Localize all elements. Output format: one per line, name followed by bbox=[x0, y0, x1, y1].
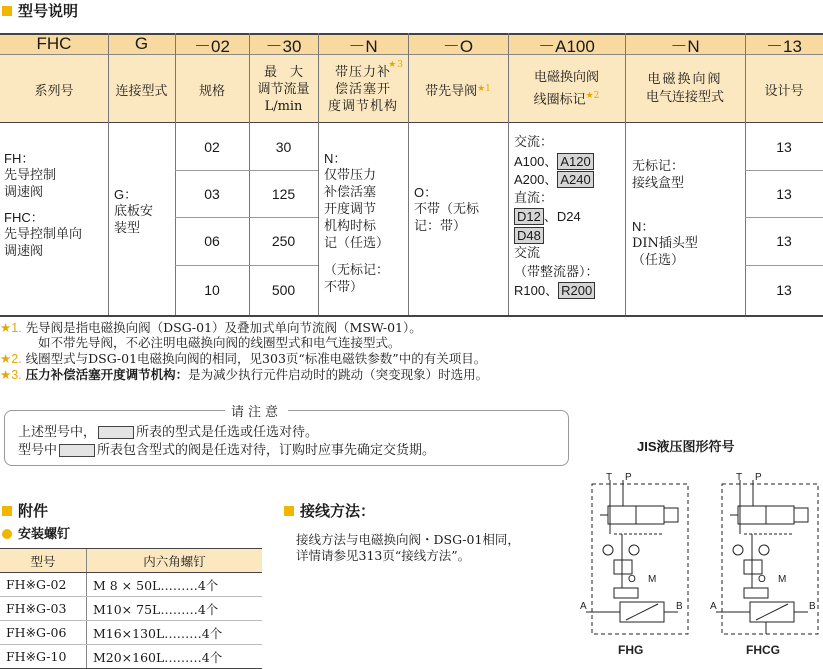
size-value: 02 bbox=[204, 138, 220, 155]
code-size: －02 bbox=[194, 36, 230, 56]
table-row: FH※G-03 M10× 75L………4个 bbox=[0, 597, 262, 621]
fhcg-valve-box-2 bbox=[766, 506, 794, 524]
divider bbox=[408, 33, 409, 317]
fhg-flow-arrow bbox=[626, 604, 658, 620]
label-coil: 电磁换向阀 线圈标记$^{★2}$ bbox=[533, 69, 600, 108]
optional-coil-d12: D12 bbox=[514, 208, 544, 225]
optional-coil-a240: A240 bbox=[557, 171, 593, 188]
pilot-options: O： 不带（无标 记：带） bbox=[414, 185, 480, 234]
title-bullet-icon bbox=[2, 6, 12, 16]
fhg-valve-box-1 bbox=[608, 506, 636, 524]
table-row: FH※G-06 M16×130L………4个 bbox=[0, 621, 262, 645]
note-3: ★3. 压力补偿活塞开度调节机构：是为减少执行元件启动时的跳动（突变现象）时选用。 bbox=[0, 367, 489, 382]
optional-marker-box bbox=[98, 426, 134, 439]
label-connection: 连接型式 bbox=[115, 83, 168, 99]
flow-value: 500 bbox=[271, 282, 296, 298]
title-bullet-icon bbox=[284, 506, 294, 516]
fhcg-check-2 bbox=[759, 545, 769, 555]
label-design: 设计号 bbox=[764, 83, 804, 99]
fhg-t-label: T bbox=[606, 472, 613, 483]
included-marker-box bbox=[59, 444, 95, 457]
code-connection: G bbox=[134, 34, 149, 53]
design-value: 13 bbox=[776, 138, 792, 155]
col-screw: 内六角螺钉 bbox=[86, 549, 262, 573]
fhcg-t-label: T bbox=[736, 472, 743, 483]
optional-coil-a120: A120 bbox=[557, 153, 593, 170]
table-header-row bbox=[0, 549, 262, 573]
fhcg-label: FHCG bbox=[746, 643, 780, 657]
label-series: 系列号 bbox=[34, 83, 74, 99]
fhg-b-label: B bbox=[676, 601, 683, 612]
fhg-comp-box bbox=[614, 588, 638, 598]
code-coil: －A100 bbox=[538, 36, 595, 56]
fhcg-o-label: O bbox=[758, 574, 766, 585]
size-value: 10 bbox=[204, 282, 220, 298]
size-value: 06 bbox=[204, 233, 220, 249]
fhg-label: FHG bbox=[618, 643, 644, 657]
section-title: 型号说明 bbox=[2, 0, 78, 21]
fhg-p-label: P bbox=[625, 472, 632, 483]
design-value: 13 bbox=[776, 233, 792, 249]
fhg-check-1 bbox=[603, 545, 613, 555]
fhcg-solenoid bbox=[794, 508, 808, 522]
divider bbox=[508, 33, 509, 317]
fhcg-comp-box bbox=[744, 588, 768, 598]
code-flow: －30 bbox=[265, 36, 302, 56]
note-2: ★2. 线圈型式与DSG-01电磁换向阀的相同，见303页“标准电磁铁参数”中的有关项目。 bbox=[0, 351, 487, 366]
divider bbox=[108, 33, 109, 317]
screw-table bbox=[0, 548, 262, 669]
wiring-title: 接线方法： bbox=[284, 500, 375, 521]
circle-bullet-icon bbox=[2, 529, 12, 539]
caution-text: 上述型号中， 所表的型式是任选或任选对待。 型号中 所表包含型式的阀是任选对待，订购时应事先确定交货期。 bbox=[18, 425, 436, 458]
fhg-solenoid bbox=[664, 508, 678, 522]
fhcg-b-label: B bbox=[809, 601, 816, 612]
fhcg-m-label: M bbox=[778, 574, 787, 585]
caution-title: 请注意 bbox=[225, 401, 288, 420]
note-1: ★1. 先导阀是指电磁换向阀（DSG-01）及叠加式单向节流阀（MSW-01）。 bbox=[0, 320, 422, 335]
electrical-options: 无标记： 接线盒型 N： DIN插头型 （任选） bbox=[632, 159, 698, 268]
fhg-valve-box-2 bbox=[636, 506, 664, 524]
table-row: FH※G-02 M 8 × 50L………4个 bbox=[0, 573, 262, 597]
label-electrical: 电磁换向阀 电气连接型式 bbox=[645, 72, 724, 105]
label-size: 规格 bbox=[198, 83, 225, 99]
label-flow: 最 大 调节流量 L/min bbox=[257, 64, 310, 114]
flow-value: 250 bbox=[271, 233, 296, 249]
fhg-a-label: A bbox=[580, 601, 587, 612]
label-pilot: 带先导阀 ★1 bbox=[425, 83, 491, 99]
connection-options: G： 底板安 装型 bbox=[114, 187, 154, 236]
code-electrical: －N bbox=[670, 36, 700, 56]
code-pilot: －O bbox=[442, 36, 474, 56]
code-design: －13 bbox=[766, 36, 802, 56]
optional-coil-d48: D48 bbox=[514, 227, 544, 244]
code-compensator: －N bbox=[348, 36, 378, 56]
accessory-title: 附件 bbox=[2, 500, 48, 521]
fhcg-a-label: A bbox=[710, 601, 717, 612]
col-model: 型号 bbox=[0, 549, 86, 573]
compensator-options: N： 仅带压力 补偿活塞 开度调节 机构时标 记（任选） （无标记： 不带） bbox=[324, 151, 390, 295]
fhg-pilot-box bbox=[614, 560, 632, 574]
fhcg-flow-arrow bbox=[756, 604, 788, 620]
divider bbox=[318, 33, 319, 317]
title-bullet-icon bbox=[2, 506, 12, 516]
label-compensator: ★3 带压力补 偿活塞开 度调节机构 bbox=[327, 60, 404, 114]
model-spec-table bbox=[0, 33, 823, 317]
flow-value: 125 bbox=[271, 185, 296, 202]
divider bbox=[625, 33, 626, 317]
table-row: FH※G-10 M20×160L………4个 bbox=[0, 645, 262, 669]
note-1-cont: 如不带先导阀，不必注明电磁换向阀的线圈型式和电气连接型式。 bbox=[38, 335, 401, 350]
flow-value: 30 bbox=[275, 138, 292, 155]
accessory-subtitle: 安装螺钉 bbox=[2, 523, 70, 542]
hydraulic-symbols bbox=[570, 470, 823, 668]
fhg-o-label: O bbox=[628, 574, 636, 585]
code-series: FHC bbox=[36, 34, 72, 53]
wiring-text: 接线方法与电磁换向阀・DSG-01相同， 详情请参见313页“接线方法”。 bbox=[296, 532, 520, 563]
optional-coil-r200: R200 bbox=[558, 282, 595, 299]
fhcg-pilot-box bbox=[744, 560, 762, 574]
design-value: 13 bbox=[776, 185, 792, 202]
fhcg-p-label: P bbox=[755, 472, 762, 483]
fhg-check-2 bbox=[629, 545, 639, 555]
fhcg-check-1 bbox=[733, 545, 743, 555]
fhg-m-label: M bbox=[648, 574, 657, 585]
table-bottom-rule bbox=[0, 315, 823, 317]
series-options: FH： 先导控制 调速阀 FHC： 先导控制单向 调速阀 bbox=[4, 151, 83, 259]
jis-title: JIS液压图形符号 bbox=[637, 439, 735, 454]
fhcg-valve-box-1 bbox=[738, 506, 766, 524]
size-value: 03 bbox=[204, 185, 220, 202]
design-value: 13 bbox=[776, 282, 792, 298]
coil-options: 交流： A100、 A120 A200、 A240 直流： D12 、D24 D48 交流 （带整流器）： R100、 R200 bbox=[514, 135, 599, 298]
